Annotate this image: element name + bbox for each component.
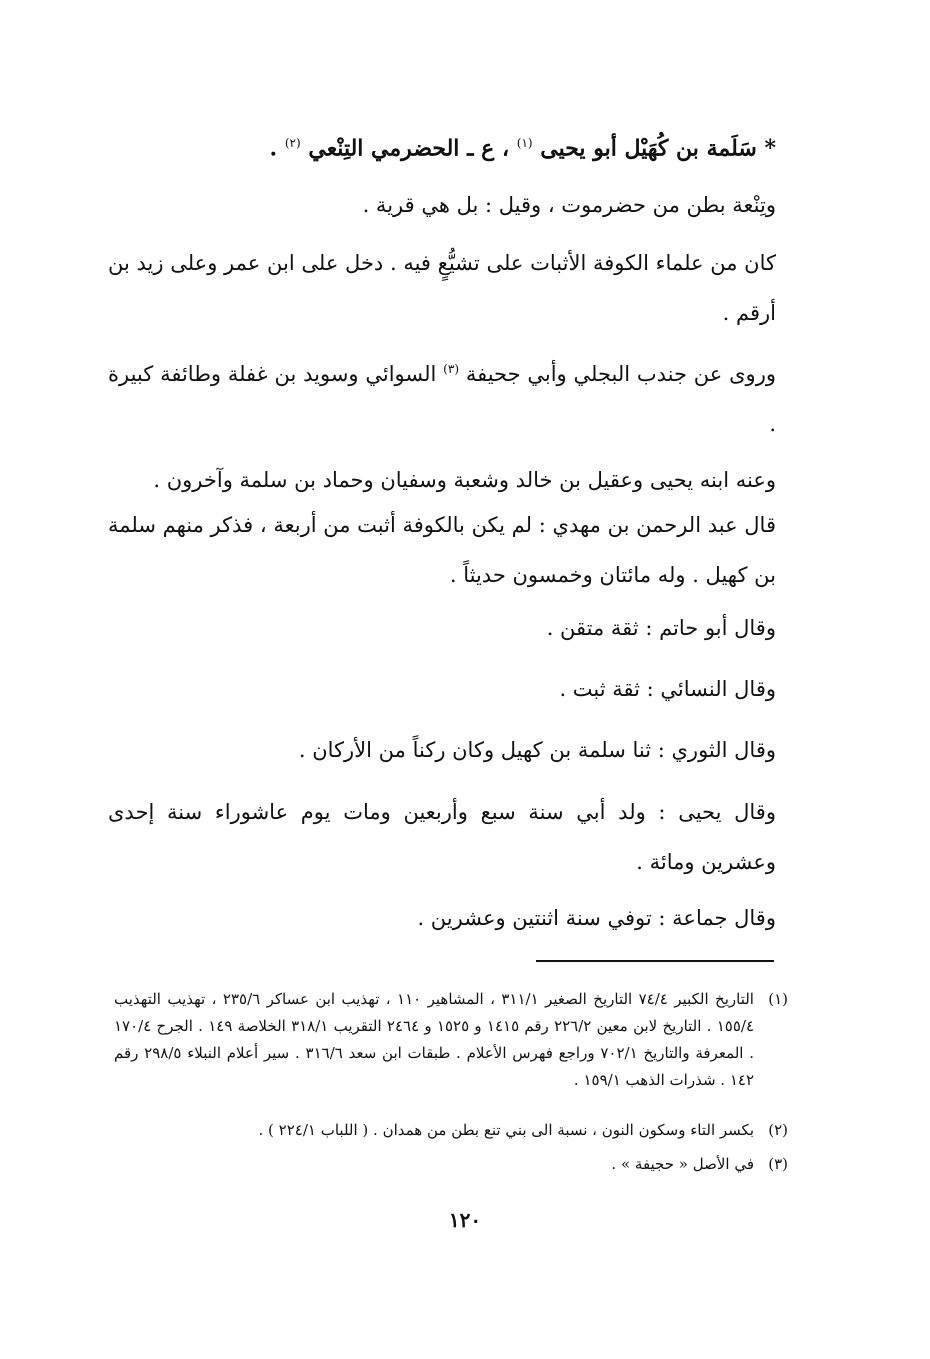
footnote-1	[108, 986, 788, 1094]
narrated-from-text: وروى عن جندب البجلي وأبي جحيفة	[465, 362, 776, 386]
footnote-2	[108, 1117, 788, 1144]
paragraph-students: وعنه ابنه يحيى وعقيل بن خالد وشعبة وسفيان وحماد بن سلمة وآخرون .	[153, 468, 776, 492]
heading-end: .	[269, 135, 278, 162]
paragraph-nasai: وقال النسائي : ثقة ثبت .	[559, 677, 776, 701]
heading-attribution: ، ع ـ الحضرمي التِنْعي	[308, 135, 510, 162]
footnote-ref-1[interactable]: (١)	[516, 136, 533, 150]
footnote-number: (١)	[768, 990, 788, 1008]
paragraph-thawri: وقال الثوري : ثنا سلمة بن كهيل وكان ركناً من الأركان .	[298, 738, 776, 762]
narrated-from-rest: السوائي وسويد بن غفلة وطائفة كبيرة .	[108, 362, 776, 436]
paragraph-tinah: وتِنْعة بطن من حضرموت ، وقيل : بل هي قرية .	[362, 193, 776, 217]
footnote-separator	[536, 960, 774, 962]
footnote-text: بكسر التاء وسكون النون ، نسبة الى بني تنع بطن من همدان . ( اللباب ٢٢٤/١ ) .	[258, 1121, 754, 1139]
entry-star: *	[764, 135, 776, 162]
paragraph-scholar: كان من علماء الكوفة الأثبات على تشيُّعٍ فيه . دخل على ابن عمر وعلى زيد بن أرقم .	[108, 251, 776, 325]
footnote-text: التاريخ الكبير ٧٤/٤ التاريخ الصغير ٣١١/١ ، المشاهير ١١٠ ، تهذيب ابن عساكر ٢٣٥/٦ ، تهذيب التهذيب ١٥٥/٤ . التاريخ لابن معين ٢٢٦/٢ رقم ١٤١٥ و ١٥٢٥ و ٢٤٦٤ التقريب ٣١٨/١ الخلاصة ١٤٩ . الجرح ١٧٠/٤ . المعرفة والتاريخ ٧٠٢/١ وراجع فهرس الأعلام . طبقات ابن سعد ٣١٦/٦ . سير أعلام النبلاء ٢٩٨/٥ رقم ١٤٢ . شذرات الذهب ١٥٩/١ .	[114, 990, 755, 1089]
narrator-name: سَلَمة بن كُهَيْل أبو يحيى	[540, 135, 757, 162]
footnote-ref-2[interactable]: (٢)	[284, 136, 301, 150]
footnote-number: (٢)	[768, 1121, 788, 1139]
footnote-text: في الأصل « حجيفة » .	[611, 1155, 754, 1173]
paragraph-ibn-mahdi: قال عبد الرحمن بن مهدي : لم يكن بالكوفة أثبت من أربعة ، فذكر منهم سلمة بن كهيل . وله مائتان وخمسون حديثاً .	[108, 513, 776, 587]
footnote-number: (٣)	[768, 1155, 788, 1173]
paragraph-narrated-from	[108, 344, 776, 449]
footnote-ref-3[interactable]: (٣)	[443, 362, 459, 376]
paragraph-yahya: وقال يحيى : ولد أبي سنة سبع وأربعين ومات يوم عاشوراء سنة إحدى وعشرين ومائة .	[108, 800, 776, 874]
paragraph-abu-hatim: وقال أبو حاتم : ثقة متقن .	[546, 616, 776, 640]
page-number: ١٢٠	[448, 1208, 482, 1232]
entry-heading	[108, 118, 776, 173]
footnote-3	[108, 1151, 788, 1178]
paragraph-group: وقال جماعة : توفي سنة اثنتين وعشرين .	[417, 906, 776, 930]
